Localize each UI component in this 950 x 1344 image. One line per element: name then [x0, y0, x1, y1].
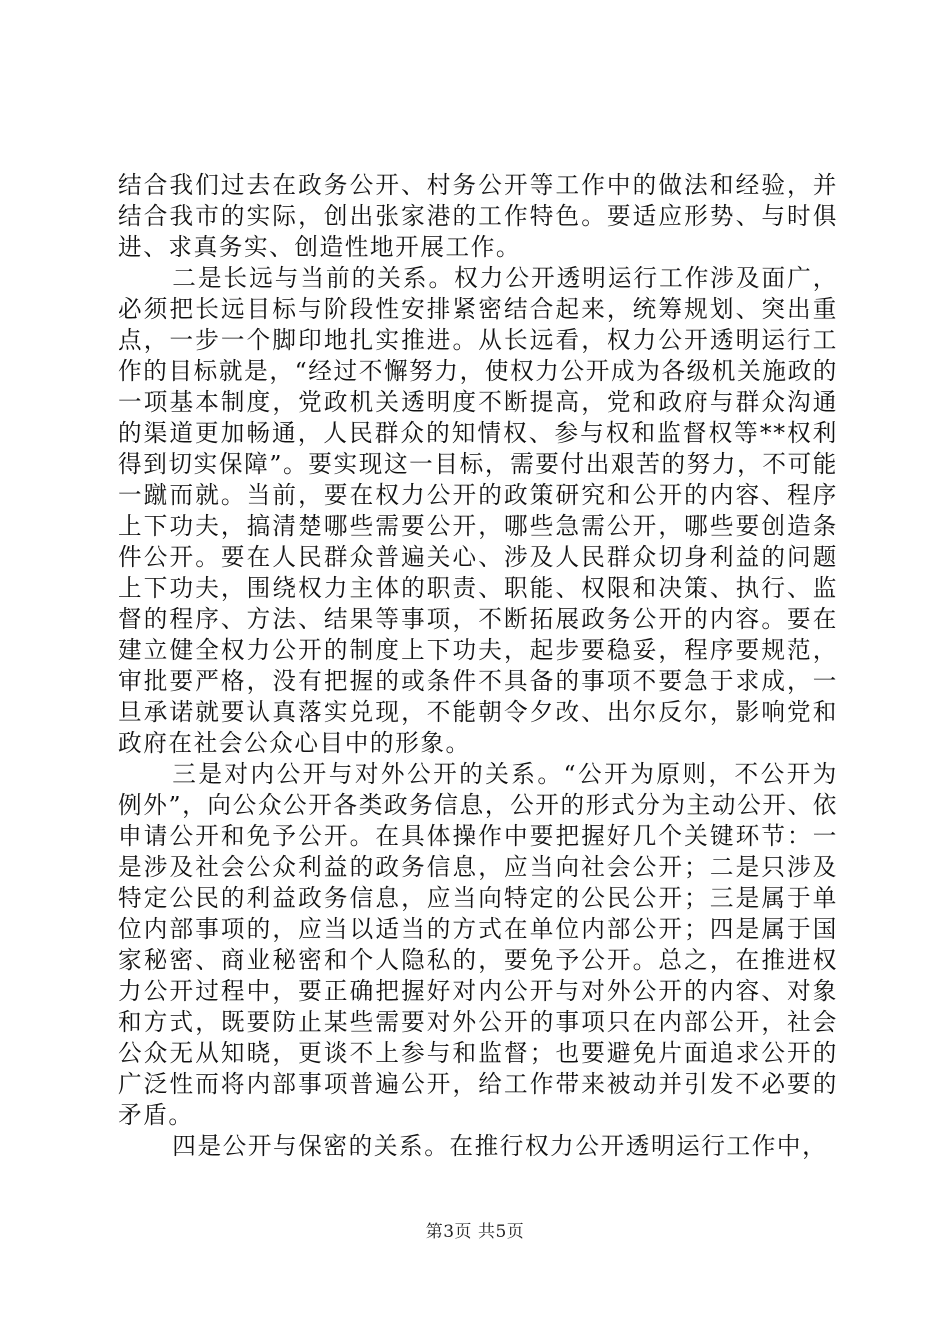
paragraph-internal-vs-external: 三是对内公开与对外公开的关系。“公开为原则，不公开为例外”，向公众公开各类政务信息，公开的形式分为主动公开、依申请公开和免予公开。在具体操作中要把握好几个关键环节：一是涉及社会公众利益的政务信息，应当向社会公开；二是只涉及特定公民的利益政务信息，应当向特定的公民公开；三是属于单位内部事项的，应当以适当的方式在单位内部公开；四是属于国家秘密、商业秘密和个人隐私的，要免予公开。总之，在推进权力公开过程中，要正确把握好对内公开与对外公开的内容、对象和方式，既要防止某些需要对外公开的事项只在内部公开，社会公众无从知晓，更谈不上参与和监督；也要避免片面追求公开的广泛性而将内部事项普遍公开，给工作带来被动并引发不必要的矛盾。 — [118, 760, 838, 1129]
paragraph-continuation: 结合我们过去在政务公开、村务公开等工作中的做法和经验，并结合我市的实际，创出张家港的工作特色。要适应形势、与时俱进、求真务实、创造性地开展工作。 — [118, 171, 838, 261]
paragraph-long-term-vs-current: 二是长远与当前的关系。权力公开透明运行工作涉及面广，必须把长远目标与阶段性安排紧密结合起来，统筹规划、突出重点，一步一个脚印地扎实推进。从长远看，权力公开透明运行工作的目标就是，“经过不懈努力，使权力公开成为各级机关施政的一项基本制度，党政机关透明度不断提高，党和政府与群众沟通的渠道更加畅通，人民群众的知情权、参与权和监督权等**权利得到切实保障”。要实现这一目标，需要付出艰苦的努力，不可能一蹴而就。当前，要在权力公开的政策研究和公开的内容、程序上下功夫，搞清楚哪些需要公开，哪些急需公开，哪些要创造条件公开。要在人民群众普遍关心、涉及人民群众切身利益的问题上下功夫，围绕权力主体的职责、职能、权限和决策、执行、监督的程序、方法、结果等事项，不断拓展政务公开的内容。要在建立健全权力公开的制度上下功夫，起步要稳妥，程序要规范，审批要严格，没有把握的或条件不具备的事项不要急于求成，一旦承诺就要认真落实兑现，不能朝令夕改、出尔反尔，影响党和政府在社会公众心目中的形象。 — [118, 264, 838, 757]
paragraph-openness-vs-secrecy: 四是公开与保密的关系。在推行权力公开透明运行工作中， — [172, 1132, 828, 1160]
document-body — [118, 170, 838, 1162]
page-footer: 第3页 共5页 — [425, 1222, 525, 1242]
